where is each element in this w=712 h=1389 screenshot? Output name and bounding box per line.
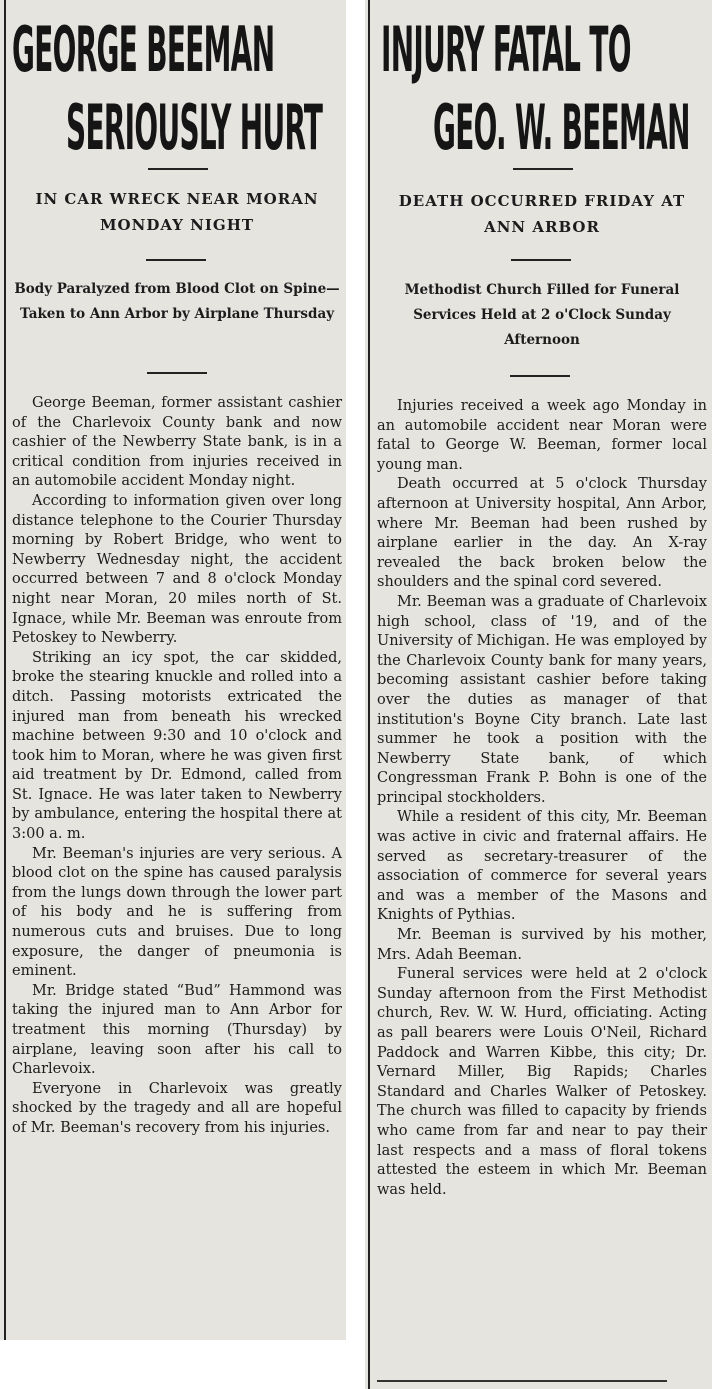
headline-line-1: INJURY FATAL TO: [381, 14, 631, 88]
divider: [511, 259, 571, 261]
paragraph: Injuries received a week ago Monday in an automobile accident near Moran were fatal to George W. Beeman, former local young man.: [377, 398, 707, 473]
paragraph: Striking an icy spot, the car skidded, broke the stearing knuckle and rolled into a ditch. Passing motorists extricated the injured man from beneath his wrecked machine between 9:30 and 10 o'clock and took him to Moran, where he was given first aid treatment by Dr. Edmond, called from St. Ignace. He was later taken to Newberry by ambulance, entering the hospital there at 3:00 a. m.: [12, 649, 342, 843]
subheadline: Body Paralyzed from Blood Clot on Spine—Taken to Ann Arbor by Airplane Thursday: [14, 281, 340, 322]
paragraph: Death occurred at 5 o'clock Thursday afternoon at University hospital, Ann Arbor, where Mr. Beeman had been rushed by airplane earlier in the day. An X-ray revealed the back broken below the shoulders and the spinal cord severed.: [377, 476, 707, 591]
paragraph: Everyone in Charlevoix was greatly shocked by the tragedy and all are hopeful of Mr. Beeman's recovery from his injuries.: [12, 1080, 342, 1136]
bottom-rule: [377, 1380, 667, 1382]
deck-headline: DEATH OCCURRED FRIDAY AT ANN ARBOR: [398, 192, 686, 236]
paragraph: George Beeman, former assistant cashier of the Charlevoix County bank and now cashier of the Newberry State bank, is in a critical condition from injuries received in an automobile accident Monday night.: [12, 395, 342, 490]
left-clipping: [0, 0, 346, 1340]
headline-line-2: GEO. W. BEEMAN: [433, 92, 690, 166]
paragraph: Mr. Beeman's injuries are very serious. A blood clot on the spine has caused paralysis from the lungs down through the lower part of his body and he is suffering from numerous cuts and bruises. Due to long exposure, the danger of pneumonia is eminent.: [12, 845, 342, 980]
subheadline: Methodist Church Filled for Funeral Services Held at 2 o'Clock Sunday Afternoon: [404, 282, 680, 348]
article-body: [377, 397, 707, 1200]
headline-line-2: SERIOUSLY HURT: [66, 92, 323, 166]
deck-headline: IN CAR WRECK NEAR MORAN MONDAY NIGHT: [35, 190, 319, 234]
column-rule: [4, 0, 6, 1340]
paragraph: Mr. Beeman is survived by his mother, Mrs. Adah Beeman.: [377, 927, 707, 963]
paragraph: Mr. Bridge stated “Bud” Hammond was taking the injured man to Ann Arbor for treatment this morning (Thursday) by airplane, leaving soon after his call to Charlevoix.: [12, 982, 342, 1078]
divider: [146, 259, 206, 261]
divider: [148, 168, 208, 170]
paragraph: According to information given over long distance telephone to the Courier Thursday morning by Robert Bridge, who went to Newberry Wednesday night, the accident occurred between 7 and 8 o'clock Monday night near Moran, 20 miles north of St. Ignace, while Mr. Beeman was enroute from Petoskey to Newberry.: [12, 492, 342, 647]
paragraph: Funeral services were held at 2 o'clock Sunday afternoon from the First Methodist church, Rev. W. W. Hurd, officiating. Acting as pall bearers were Louis O'Neil, Richard Paddock and Warren Kibbe, this city; Dr. Vernard Miller, Big Rapids; Charles Standard and Charles Walker of Petoskey. The church was filled to capacity by friends who came from far and near to pay their last respects and a mass of floral tokens attested the esteem in which Mr. Beeman was held.: [377, 966, 707, 1198]
headline-line-1: GEORGE BEEMAN: [12, 14, 275, 88]
divider: [510, 375, 570, 377]
paragraph: While a resident of this city, Mr. Beeman was active in civic and fraternal affairs. He served as secretary-treasurer of the association of commerce for several years and was a member of the Masons and Knights of Pythias.: [377, 809, 707, 924]
divider: [513, 168, 573, 170]
divider: [147, 372, 207, 374]
right-clipping: [365, 0, 712, 1389]
paragraph: Mr. Beeman was a graduate of Charlevoix high school, class of '19, and of the University of Michigan. He was employed by the Charlevoix County bank for many years, becoming assistant cashier before taking over the duties as manager of that institution's Boyne City branch. Late last summer he took a position with the Newberry State bank, of which Congressman Frank P. Bohn is one of the principal stockholders.: [377, 593, 707, 806]
column-rule: [368, 0, 370, 1389]
article-body: [12, 394, 342, 1139]
